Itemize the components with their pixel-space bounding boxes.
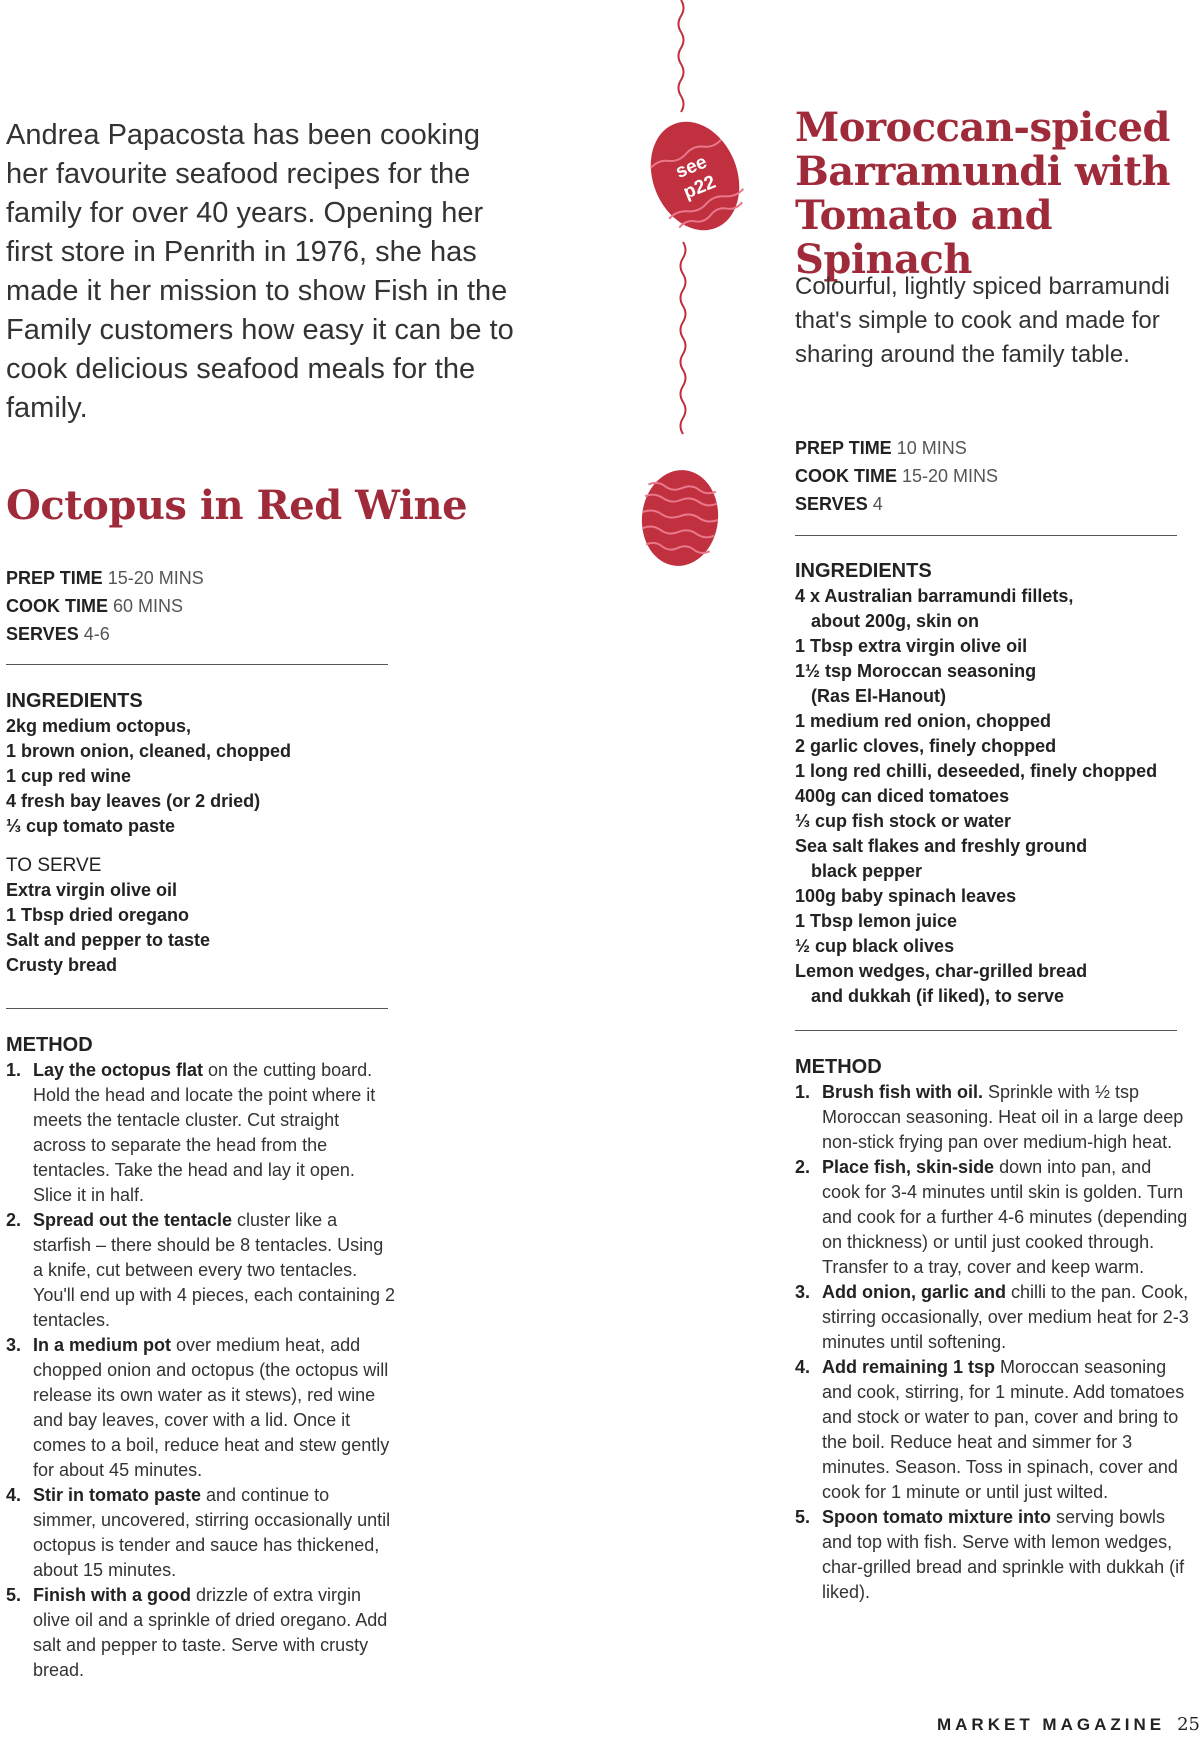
step-text: cluster like a starfish – there should be 8 tentacles. Using a knife, cut between every two tentacles. You'll end up with 4 pieces, each containing 2 tentacles. bbox=[33, 1210, 396, 1330]
meta-serves: SERVES 4 bbox=[795, 494, 883, 514]
step-number: 1. bbox=[795, 1082, 811, 1102]
method-steps bbox=[795, 1080, 1190, 1605]
step-text: on the cutting board. Hold the head and locate the point where it meets the tentacle cluster. Cut straight across to separate the head from the tentacles. Take the head and lay it open. Slice it in half. bbox=[33, 1060, 376, 1205]
octopus-meta bbox=[6, 564, 386, 648]
step-lead: Spread out the tentacle bbox=[33, 1210, 233, 1230]
barramundi-method bbox=[795, 1054, 1190, 1605]
octopus-method bbox=[6, 1032, 396, 1683]
list-item: 2 garlic cloves, finely chopped bbox=[795, 736, 1057, 756]
method-step bbox=[6, 1583, 396, 1683]
step-number: 1. bbox=[6, 1060, 22, 1080]
step-text: serving bowls and top with fish. Serve with lemon wedges, char-grilled bread and sprinkle with dukkah (if liked). bbox=[822, 1507, 1185, 1602]
ingredients-list bbox=[795, 584, 1195, 1009]
lower-egg bbox=[637, 466, 723, 569]
list-item: 1 Tbsp lemon juice bbox=[795, 911, 958, 931]
method-step bbox=[6, 1208, 396, 1333]
to-serve-list bbox=[6, 878, 406, 978]
step-number: 4. bbox=[795, 1357, 811, 1377]
meta-prep-time: PREP TIME 15-20 MINS bbox=[6, 568, 204, 588]
ornament-string-2 bbox=[681, 242, 686, 434]
list-item: 1 cup red wine bbox=[6, 766, 132, 786]
list-item: ½ cup black olives bbox=[795, 936, 955, 956]
method-step bbox=[795, 1505, 1190, 1605]
divider bbox=[795, 1030, 1177, 1031]
ornament-string bbox=[679, 0, 684, 112]
to-serve-heading: TO SERVE bbox=[6, 855, 102, 876]
method-heading: METHOD bbox=[6, 1034, 93, 1056]
list-item: 4 x Australian barramundi fillets, bbox=[795, 586, 1074, 606]
ingredients-list bbox=[6, 714, 406, 839]
list-item: 2kg medium octopus, bbox=[6, 716, 192, 736]
meta-prep-time: PREP TIME 10 MINS bbox=[795, 438, 967, 458]
step-number: 5. bbox=[795, 1507, 811, 1527]
divider bbox=[6, 664, 388, 665]
badge-line-1: see bbox=[672, 151, 711, 183]
method-step bbox=[6, 1058, 396, 1208]
step-text: Sprinkle with ½ tsp Moroccan seasoning. Heat oil in a large deep non-stick frying pan over medium-high heat. bbox=[822, 1082, 1184, 1152]
list-item: black pepper bbox=[811, 861, 923, 881]
method-steps bbox=[6, 1058, 396, 1683]
page-number: 25 bbox=[1177, 1714, 1200, 1735]
step-lead: Spoon tomato mixture into bbox=[822, 1507, 1051, 1527]
list-item: 1 Tbsp extra virgin olive oil bbox=[795, 636, 1028, 656]
step-lead: Add onion, garlic and bbox=[822, 1282, 1006, 1302]
step-lead: Finish with a good bbox=[33, 1585, 191, 1605]
octopus-ingredients bbox=[6, 688, 406, 978]
list-item: Sea salt flakes and freshly ground bbox=[795, 836, 1088, 856]
step-lead: Place fish, skin-side bbox=[822, 1157, 995, 1177]
step-number: 3. bbox=[795, 1282, 811, 1302]
list-item: 1 brown onion, cleaned, chopped bbox=[6, 741, 292, 761]
barramundi-subtitle: Colourful, lightly spiced barramundi that's simple to cook and made for sharing around the family table. bbox=[795, 273, 1170, 368]
list-item: Salt and pepper to taste bbox=[6, 930, 211, 950]
step-lead: In a medium pot bbox=[33, 1335, 172, 1355]
recipe-title-barramundi: Moroccan-spiced Barramundi with Tomato and Spinach bbox=[795, 104, 1171, 283]
method-step bbox=[6, 1333, 396, 1483]
step-lead: Add remaining 1 tsp bbox=[822, 1357, 996, 1377]
egg-ornament-decoration bbox=[625, 0, 745, 570]
divider bbox=[795, 535, 1177, 536]
list-item: 400g can diced tomatoes bbox=[795, 786, 1010, 806]
meta-cook-time: COOK TIME 15-20 MINS bbox=[795, 466, 999, 486]
method-heading: METHOD bbox=[795, 1056, 882, 1078]
list-item: ⅓ cup tomato paste bbox=[6, 816, 176, 836]
step-text: drizzle of extra virgin olive oil and a sprinkle of dried oregano. Add salt and pepper to taste. Serve with crusty bread. bbox=[33, 1585, 388, 1680]
method-step bbox=[795, 1355, 1190, 1505]
method-step bbox=[795, 1155, 1190, 1280]
list-item: 1 Tbsp dried oregano bbox=[6, 905, 190, 925]
ingredients-heading: INGREDIENTS bbox=[6, 690, 143, 712]
page-footer bbox=[937, 1714, 1200, 1735]
step-lead: Stir in tomato paste bbox=[33, 1485, 202, 1505]
step-number: 4. bbox=[6, 1485, 22, 1505]
recipe-title-octopus: Octopus in Red Wine bbox=[6, 482, 468, 529]
step-text: and continue to simmer, uncovered, stirring occasionally until octopus is tender and sauce has thickened, about 15 minutes. bbox=[33, 1485, 391, 1580]
step-number: 2. bbox=[6, 1210, 22, 1230]
list-item: 1 long red chilli, deseeded, finely chopped bbox=[795, 761, 1158, 781]
method-step bbox=[795, 1080, 1190, 1155]
step-lead: Brush fish with oil. bbox=[822, 1082, 983, 1102]
meta-serves: SERVES 4-6 bbox=[6, 624, 110, 644]
badge-line-2: p22 bbox=[680, 171, 719, 204]
intro-paragraph: Andrea Papacosta has been cooking her favourite seafood recipes for the family for over 40 years. Opening her first store in Penrith in 1976, she has made it her mission to show Fish in the Family customers how easy it can be to cook delicious seafood meals for the family. bbox=[6, 119, 514, 424]
list-item: 1 medium red onion, chopped bbox=[795, 711, 1052, 731]
step-text: over medium heat, add chopped onion and octopus (the octopus will release its own water as it stews), red wine and bay leaves, cover with a lid. Once it comes to a boil, reduce heat and stew gently for about 45 minutes. bbox=[33, 1335, 390, 1480]
step-number: 3. bbox=[6, 1335, 22, 1355]
barramundi-ingredients bbox=[795, 558, 1195, 1009]
list-item: Extra virgin olive oil bbox=[6, 880, 178, 900]
step-number: 5. bbox=[6, 1585, 22, 1605]
method-step bbox=[6, 1483, 396, 1583]
see-page-egg-badge[interactable] bbox=[635, 108, 745, 243]
list-item: about 200g, skin on bbox=[811, 611, 980, 631]
list-item: Crusty bread bbox=[6, 955, 118, 975]
step-number: 2. bbox=[795, 1157, 811, 1177]
method-step bbox=[795, 1280, 1190, 1355]
divider bbox=[6, 1008, 388, 1009]
step-lead: Lay the octopus flat bbox=[33, 1060, 204, 1080]
meta-cook-time: COOK TIME 60 MINS bbox=[6, 596, 184, 616]
list-item: 100g baby spinach leaves bbox=[795, 886, 1017, 906]
list-item: 4 fresh bay leaves (or 2 dried) bbox=[6, 791, 261, 811]
step-text: chilli to the pan. Cook, stirring occasionally, over medium heat for 2-3 minutes until softening. bbox=[822, 1282, 1189, 1352]
ingredients-heading: INGREDIENTS bbox=[795, 560, 932, 582]
barramundi-meta bbox=[795, 434, 1175, 518]
list-item: ⅓ cup fish stock or water bbox=[795, 811, 1012, 831]
list-item: Lemon wedges, char-grilled bread bbox=[795, 961, 1088, 981]
list-item: and dukkah (if liked), to serve bbox=[811, 986, 1065, 1006]
list-item: (Ras El-Hanout) bbox=[811, 686, 946, 706]
magazine-name: MARKET MAGAZINE bbox=[936, 1715, 1166, 1734]
list-item: 1½ tsp Moroccan seasoning bbox=[795, 661, 1037, 681]
step-text: Moroccan seasoning and cook, stirring, for 1 minute. Add tomatoes and stock or water to pan, cover and bring to the boil. Reduce heat and simmer for 3 minutes. Season. Toss in spinach, cover and cook for 1 minute or until just wilted. bbox=[822, 1357, 1185, 1502]
step-text: down into pan, and cook for 3-4 minutes until skin is golden. Turn and cook for a further 4-6 minutes (depending on thickness) or until just cooked through. Transfer to a tray, cover and keep warm. bbox=[822, 1157, 1188, 1277]
